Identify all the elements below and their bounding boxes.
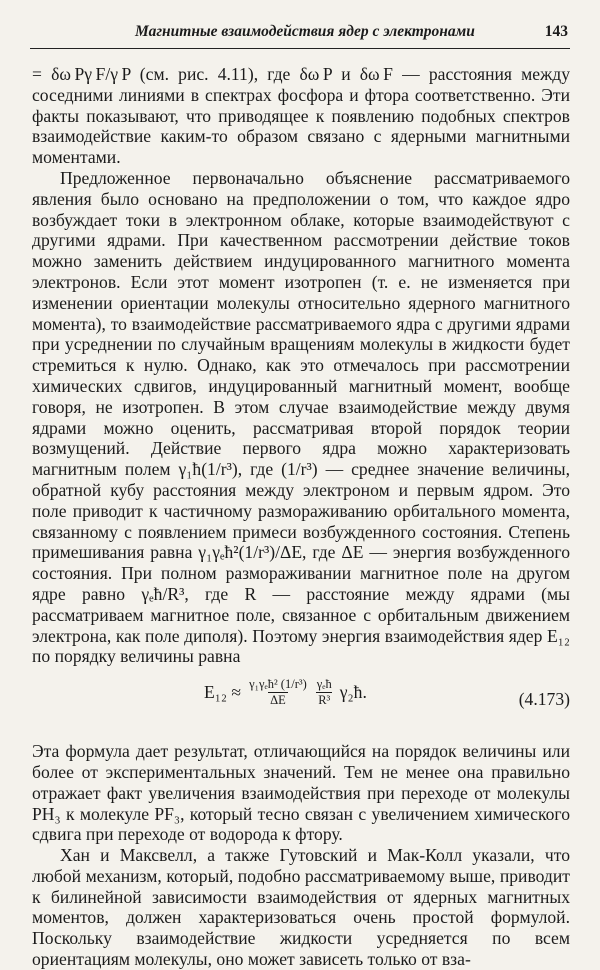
paragraph: = δω Pγ F/γ P (см. рис. 4.11), где δω P и δω F — расстояния между соседними линиями в спектрах фосфора и фтора соответственно. Эти факты показывают, что приводящее к появлению подобных спектров взаимодействие каким-то образом связано с ядерными магнитными моментами. bbox=[32, 64, 570, 168]
equation-number: (4.173) bbox=[518, 689, 570, 710]
fraction bbox=[315, 677, 334, 708]
running-title: Магнитные взаимодействия ядер с электронами bbox=[135, 23, 475, 40]
page-number: 143 bbox=[544, 23, 568, 40]
fraction-denominator: ΔE bbox=[270, 693, 286, 708]
fraction-numerator: γ₁γₑħ² (1/r³) bbox=[249, 677, 307, 692]
equation-tail: γ₂ħ. bbox=[339, 682, 367, 703]
fraction-denominator: R³ bbox=[318, 693, 331, 708]
body-text bbox=[32, 64, 570, 970]
paragraph: Хан и Максвелл, а также Гутовский и Мак-Колл указали, что любой механизм, который, подобно рассматриваемому выше, приводит к билинейной зависимости взаимодействия от ядерных магнитных моментов, должен характеризоваться очень простой формулой. Поскольку взаимодействие жидкости усредняется по всем ориентациям молекулы, оно может зависеть только от вза- bbox=[32, 845, 570, 970]
paragraph: Предложенное первоначально объяснение рассматриваемого явления было основано на предположении о том, что каждое ядро возбуждает токи в электронном облаке, которые взаимодействуют с другими ядрами. При качественном рассмотрении действие токов можно заменить действием индуцированного магнитного момента электронов. Если этот момент изотропен (т. е. не изменяется при изменении ориентации молекулы относительно ядерного магнитного момента), то взаимодействие рассматриваемого ядра с другими ядрами при усреднении по случайным вращениям молекулы в жидкости будет стремиться к нулю. Однако, как это отмечалось при рассмотрении химических сдвигов, индуцированный магнитный момент, вообще говоря, не изотропен. В этом случае взаимодействие между двумя ядрами можно оценить, рассматривая второй порядок теории возмущений. Действие первого ядра можно характеризовать магнитным полем γ₁ħ(1/r³), где (1/r³) — среднее значение величины, обратной кубу расстояния между электроном и первым ядром. Это поле приводит к частичному размораживанию орбитального момента, связанному с появлением примеси возбужденного состояния. Степень примешивания равна γ₁γₑħ²(1/r³)/ΔE, где ΔE — энергия возбужденного состояния. При полном размораживании магнитное поле на другом ядре равно γₑħ/R³, где R — расстояние между ядрами (мы рассматриваем магнитное поле, связанное с орбитальным движением электрона, как поле диполя). Поэтому энергия взаимодействия ядер E₁₂ по порядку величины равна bbox=[32, 167, 570, 667]
fraction bbox=[247, 677, 309, 708]
equation-lhs: E₁₂ ≈ bbox=[204, 682, 242, 703]
paragraph: Эта формула дает результат, отличающийся на порядок величины или более от экспериментальных значений. Тем не менее она правильно отражает факт увеличения взаимодействия при переходе от молекулы PH₃ к молекуле PF₃, который тесно связан с увеличением химического сдвига при переходе от водорода к фтору. bbox=[32, 741, 570, 845]
equation-4-173 bbox=[32, 669, 570, 733]
page-header bbox=[30, 20, 570, 49]
fraction-numerator: γₑħ bbox=[316, 677, 332, 692]
equation-expression bbox=[204, 677, 367, 708]
